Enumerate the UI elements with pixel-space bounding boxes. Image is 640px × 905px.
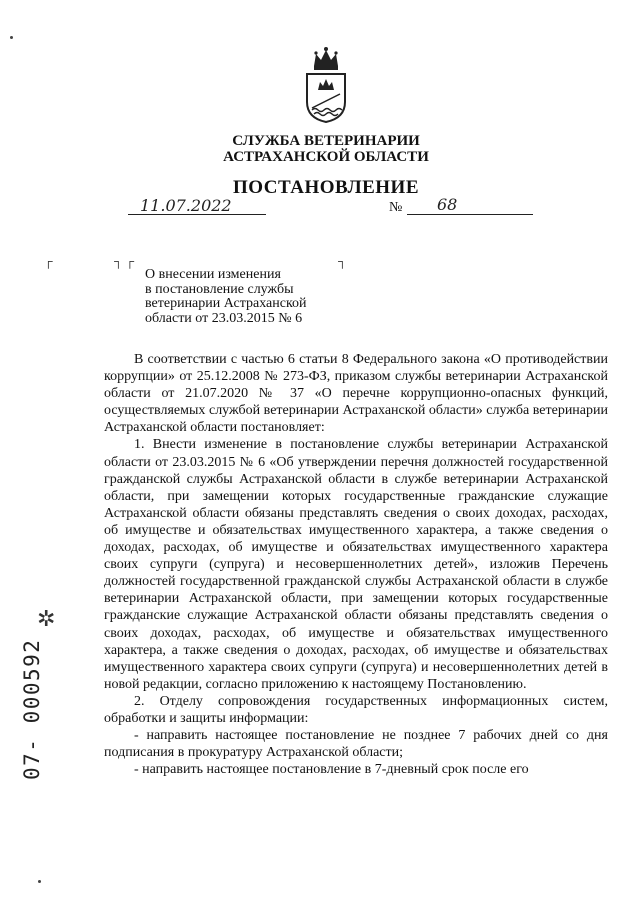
clause-2-item-1: - направить настоящее постановление не позднее 7 рабочих дней со дня подписания в прокуратуру Астраханской области; <box>104 728 608 761</box>
clause-1-paragraph: 1. Внести изменение в постановление службы ветеринарии Астраханской области от 23.03.2015 № 6 «Об утверждении перечня должностей государственной гражданской службы Астраханской области в службе ветеринарии Астраханской области, при замещении которых государственные гражданские служащие Астраханской области обязаны представлять сведения о своих доходах, расходах, об имуществе и обязательствах имущественного характера, а также сведения о доходах, расходах, об имуществе и обязательствах имущественного характера своих супруги (супруга) и несовершеннолетних детей», изложив Перечень должностей государственной гражданской службы Астраханской области в службе ветеринарии Астраханской области, при замещении которых государственные гражданские служащие Астраханской области обязаны представлять сведения о своих доходах, расходах, об имуществе и обязательствах имущественного характера, а также сведения о доходах, расходах, об имуществе и обязательствах имущественного характера своих супруги (супруга) и несовершеннолетних детей в новой редакции, согласно приложению к настоящему Постановлению. <box>104 437 608 692</box>
clause-2-item-2: - направить настоящее постановление в 7-дневный срок после его <box>134 762 529 778</box>
corner-mark-subject-right: ┐ <box>338 254 347 268</box>
preamble-paragraph: В соответствии с частью 6 статьи 8 Федерального закона «О противодействии коррупции» от 25.12.2008 № 273-ФЗ, приказом службы ветеринарии Астраханской области от 21.07.2020 № 37 «О перечне коррупционно-опасных функций, осуществляемых службой ветеринарии Астраханской области» служба ветеринарии Астраханской области постановляет: <box>104 352 608 436</box>
clause-2-paragraph: 2. Отделу сопровождения государственных информационных систем, обработки и защиты информации: <box>104 693 608 726</box>
corner-mark-subject-left: ┐ ┌ <box>114 254 135 268</box>
document-number: 68 <box>437 195 458 214</box>
org-name-line2: АСТРАХАНСКОЙ ОБЛАСТИ <box>223 149 429 165</box>
org-name-line1: СЛУЖБА ВЕТЕРИНАРИИ <box>232 133 420 149</box>
subject-line: области от 23.03.2015 № 6 <box>145 310 303 326</box>
subject-line: ветеринарии Астраханской <box>145 296 307 311</box>
scan-speck <box>38 880 41 883</box>
number-label: № <box>389 200 403 215</box>
subject-line: О внесении изменения <box>145 267 281 282</box>
date-underline <box>128 214 266 215</box>
registration-number: 07- 000592 <box>20 638 44 780</box>
stamp-mark-icon: ✲ <box>37 606 56 631</box>
document-body <box>104 351 608 778</box>
astrakhan-coat-of-arms-icon <box>304 44 348 124</box>
document-type-title: ПОСТАНОВЛЕНИЕ <box>232 177 420 198</box>
document-date: 11.07.2022 <box>140 196 232 215</box>
corner-mark-left: ┌ <box>44 254 53 268</box>
document-subject <box>145 268 355 326</box>
subject-line: в постановление службы <box>145 281 294 297</box>
number-underline <box>407 214 533 215</box>
scan-speck <box>10 36 13 39</box>
